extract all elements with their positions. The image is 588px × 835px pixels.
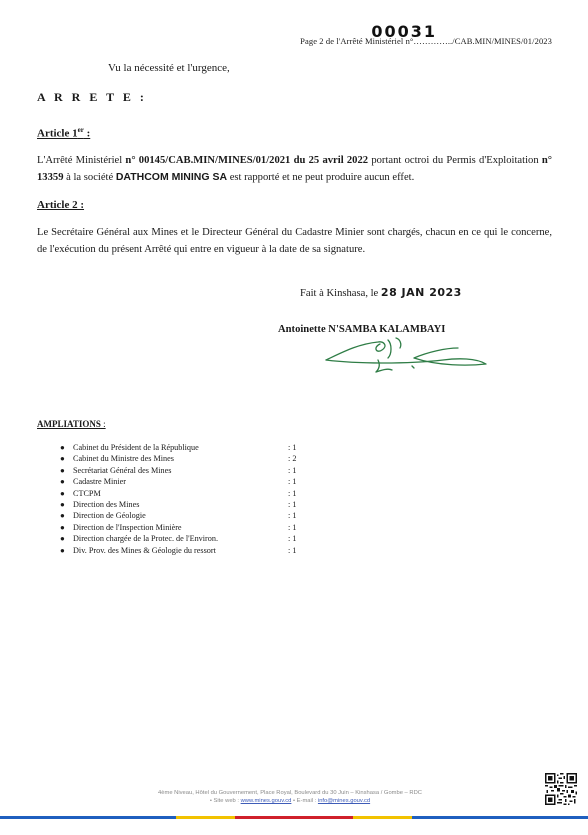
list-item: ● Direction de Géologie : 1 <box>60 511 297 521</box>
list-item: ● Direction des Mines : 1 <box>60 499 297 509</box>
flag-stripe-yellow <box>176 816 235 819</box>
preamble: Vu la nécessité et l'urgence, <box>108 62 230 74</box>
list-item: ● Cabinet du Président de la République : 1 <box>60 443 297 452</box>
list-item: ● Div. Prov. des Mines & Géologie du ressort : 1 <box>60 545 297 555</box>
article-1-title: Article 1er : <box>37 126 91 140</box>
ampliations-title: AMPLIATIONS : <box>37 419 106 429</box>
footer-address: 4ème Niveau, Hôtel du Gouvernement, Place Royal, Boulevard du 30 Juin – Kinshasa / Gombe – RDC • Site web : www.mines.gouv.cd • E-mail : info@mines.gouv.cd <box>158 790 422 804</box>
article-1-body: L'Arrêté Ministériel n° 00145/CAB.MIN/MINES/01/2021 du 25 avril 2022 portant octroi du Permis d'Exploitation n° 13359 à la société DATHCOM MINING SA est rapporté et ne peut produire aucun effet. <box>37 155 552 183</box>
flag-stripe-yellow-2 <box>353 816 412 819</box>
page-reference: Page 2 de l'Arrêté Ministériel n°…………../CAB.MIN/MINES/01/2023 <box>300 36 552 46</box>
signer-name: Antoinette N'SAMBA KALAMBAYI <box>278 324 446 335</box>
stamped-date: 28 JAN 2023 <box>380 286 462 299</box>
article-2-title: Article 2 : <box>37 199 85 211</box>
list-item: ● Cabinet du Ministre des Mines : 2 <box>60 454 297 464</box>
handwritten-signature <box>318 330 493 378</box>
email-link[interactable]: info@mines.gouv.cd <box>317 798 371 804</box>
list-item: ● CTCPM : 1 <box>60 488 297 498</box>
article-2-body: Le Secrétaire Général aux Mines et le Directeur Général du Cadastre Minier sont chargés, chacun en ce qui le concerne, de l'exécution du présent Arrêté qui entre en vigueur à la date de sa signature. <box>37 227 552 255</box>
flag-color-stripe <box>0 816 588 819</box>
website-link[interactable]: www.mines.gouv.cd <box>240 798 292 804</box>
qr-code-icon <box>545 773 577 805</box>
list-item: ● Secrétariat Général des Mines : 1 <box>60 465 297 475</box>
list-item: ● Direction de l'Inspection Minière : 1 <box>60 522 297 532</box>
flag-stripe-blue-2 <box>412 816 588 819</box>
list-item: ● Cadastre Minier : 1 <box>60 477 297 487</box>
ampliations-list <box>60 442 310 556</box>
flag-stripe-red <box>235 816 353 819</box>
page-header <box>300 22 552 46</box>
list-item: ● Direction chargée de la Protec. de l'Environ. : 1 <box>60 534 297 544</box>
place-and-date: Fait à Kinshasa, le 28 JAN 2023 <box>300 286 462 299</box>
flag-stripe-blue <box>0 816 176 819</box>
arrete-heading: A R R E T E : <box>37 90 147 104</box>
stamped-decree-number: 00031 <box>371 22 437 41</box>
